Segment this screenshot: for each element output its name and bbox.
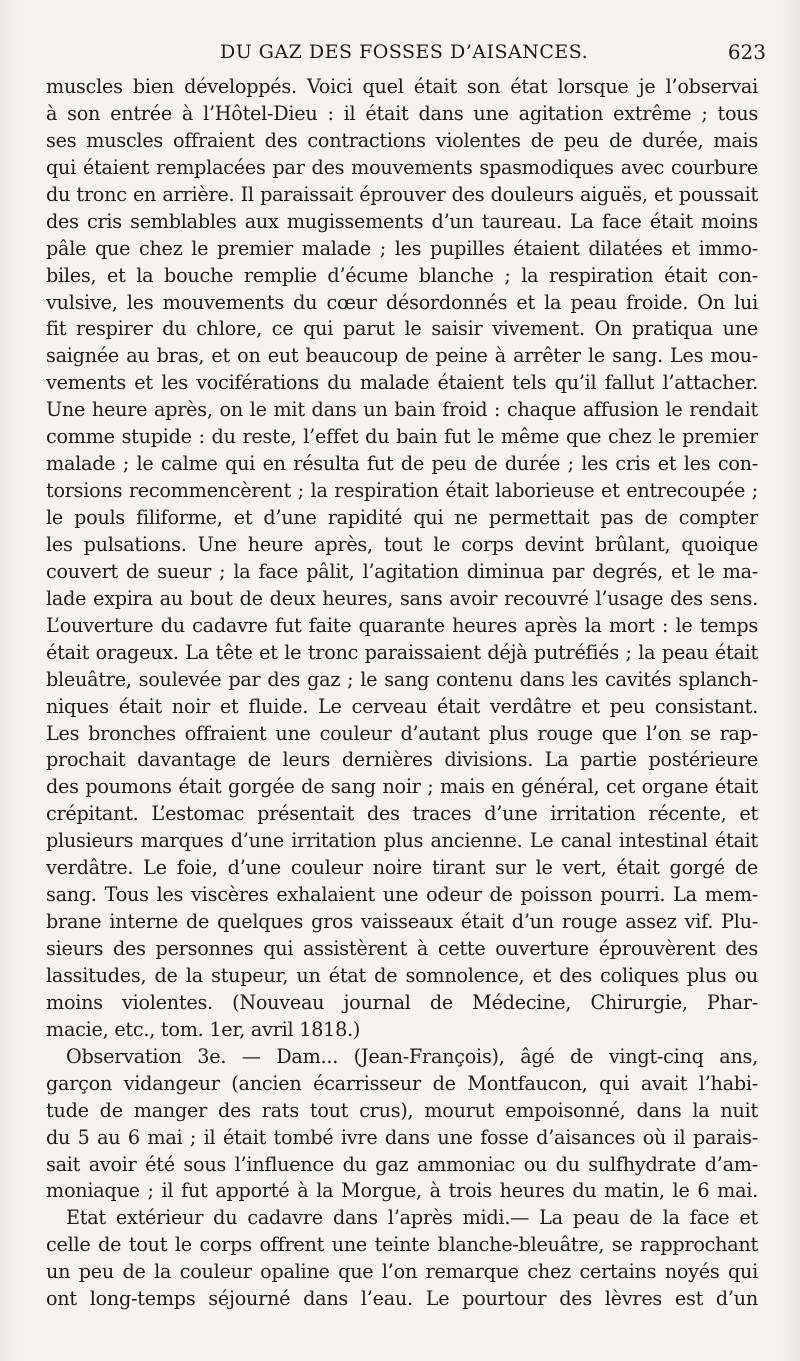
running-title: DU GAZ DES FOSSES D’AISANCES. xyxy=(220,41,589,63)
running-head xyxy=(0,34,800,70)
text-line: les pulsations. Une heure après, tout le corps devint brûlant, quoique xyxy=(46,532,758,556)
text-line: Observation 3e. — Dam... (Jean-François), âgé de vingt-cinq ans, xyxy=(66,1044,758,1068)
text-line: qui étaient remplacées par des mouvements spasmodiques avec courbure xyxy=(46,155,758,179)
text-line: ses muscles offraient des contractions violentes de peu de durée, mais xyxy=(46,128,758,152)
text-line: torsions recommencèrent ; la respiration était laborieuse et entrecoupée ; xyxy=(46,479,758,503)
text-line: lassitudes, de la stupeur, un état de somnolence, et des coliques plus ou xyxy=(46,963,758,987)
text-line: prochait davantage de leurs dernières divisions. La partie postérieure xyxy=(46,748,758,772)
text-line: comme stupide : du reste, l’effet du bain fut le même que chez le premier xyxy=(46,425,758,449)
text-line: des poumons était gorgée de sang noir ; mais en général, cet organe était xyxy=(46,775,758,799)
text-line: muscles bien développés. Voici quel était son état lorsque je l’observai xyxy=(46,75,758,98)
text-line: lade expira au bout de deux heures, sans avoir recouvré l’usage des sens. xyxy=(46,586,758,610)
text-line: biles, et la bouche remplie d’écume blanche ; la respiration était con- xyxy=(46,263,758,287)
text-line: pâle que chez le premier malade ; les pupilles étaient dilatées et immo- xyxy=(46,236,758,260)
text-line: crépitant. L’estomac présentait des traces d’une irritation récente, et xyxy=(46,802,758,826)
text-line: le pouls filiforme, et d’une rapidité qui ne permettait pas de compter xyxy=(46,506,758,529)
text-line: bleuâtre, soulevée par des gaz ; le sang contenu dans les cavités splanch- xyxy=(46,667,758,691)
text-line: saignée au bras, et on eut beaucoup de peine à arrêter le sang. Les mou- xyxy=(46,344,758,368)
text-line: ont long-temps séjourné dans l’eau. Le pourtour des lèvres est d’un xyxy=(46,1287,758,1311)
text-line: macie, etc., tom. 1er, avril 1818.) xyxy=(46,1017,361,1041)
text-line: Une heure après, on le mit dans un bain froid : chaque affusion le rendait xyxy=(46,398,758,422)
text-line: sang. Tous les viscères exhalaient une odeur de poisson pourri. La mem- xyxy=(46,883,758,907)
text-line: vements et les vociférations du malade étaient tels qu’il fallut l’attacher. xyxy=(46,371,758,395)
text-line: sieurs des personnes qui assistèrent à cette ouverture éprouvèrent des xyxy=(46,937,758,960)
text-line: niques était noir et fluide. Le cerveau était verdâtre et peu consistant. xyxy=(46,694,758,718)
text-line: tude de manger des rats tout crus), mourut empoisonné, dans la nuit xyxy=(46,1098,758,1122)
text-line: vulsive, les mouvements du cœur désordonnés et la peau froide. On lui xyxy=(46,290,758,314)
text-line: moins violentes. (Nouveau journal de Médecine, Chirurgie, Phar- xyxy=(46,990,758,1014)
text-line: du 5 au 6 mai ; il était tombé ivre dans une fosse d’aisances où il parais- xyxy=(46,1125,758,1149)
text-line: du tronc en arrière. Il paraissait éprouver des douleurs aiguës, et poussait xyxy=(46,182,758,206)
text-line: malade ; le calme qui en résulta fut de peu de durée ; les cris et les con- xyxy=(46,452,758,476)
text-line: sait avoir été sous l’influence du gaz ammoniac ou du sulfhydrate d’am- xyxy=(46,1152,758,1176)
text-line: moniaque ; il fut apporté à la Morgue, à trois heures du matin, le 6 mai. xyxy=(46,1179,758,1203)
text-line: garçon vidangeur (ancien écarrisseur de Montfaucon, qui avait l’habi- xyxy=(46,1071,758,1095)
text-line: L’ouverture du cadavre fut faite quarante heures après la mort : le temps xyxy=(46,613,758,637)
text-line: Les bronches offraient une couleur d’autant plus rouge que l’on se rap- xyxy=(46,721,758,745)
text-line: plusieurs marques d’une irritation plus ancienne. Le canal intestinal était xyxy=(46,829,758,853)
text-line: brane interne de quelques gros vaisseaux était d’un rouge assez vif. Plu- xyxy=(46,910,758,934)
body-text xyxy=(46,74,758,1313)
page-number: 623 xyxy=(727,40,766,64)
text-line: était orageux. La tête et le tronc paraissaient déjà putréfiés ; la peau était xyxy=(46,640,758,664)
text-line: fit respirer du chlore, ce qui parut le saisir vivement. On pratiqua une xyxy=(46,317,758,341)
text-line: des cris semblables aux mugissements d’un taureau. La face était moins xyxy=(46,209,758,233)
text-line: couvert de sueur ; la face pâlit, l’agitation diminua par degrés, et le ma- xyxy=(46,559,758,583)
text-line: celle de tout le corps offrent une teinte blanche-bleuâtre, se rapprochant xyxy=(46,1233,758,1257)
text-line: Etat extérieur du cadavre dans l’après midi.— La peau de la face et xyxy=(66,1206,758,1230)
text-line: à son entrée à l’Hôtel-Dieu : il était dans une agitation extrême ; tous xyxy=(46,101,758,125)
text-line: un peu de la couleur opaline que l’on remarque chez certains noyés qui xyxy=(46,1260,758,1284)
text-line: verdâtre. Le foie, d’une couleur noire tirant sur le vert, était gorgé de xyxy=(46,856,758,880)
